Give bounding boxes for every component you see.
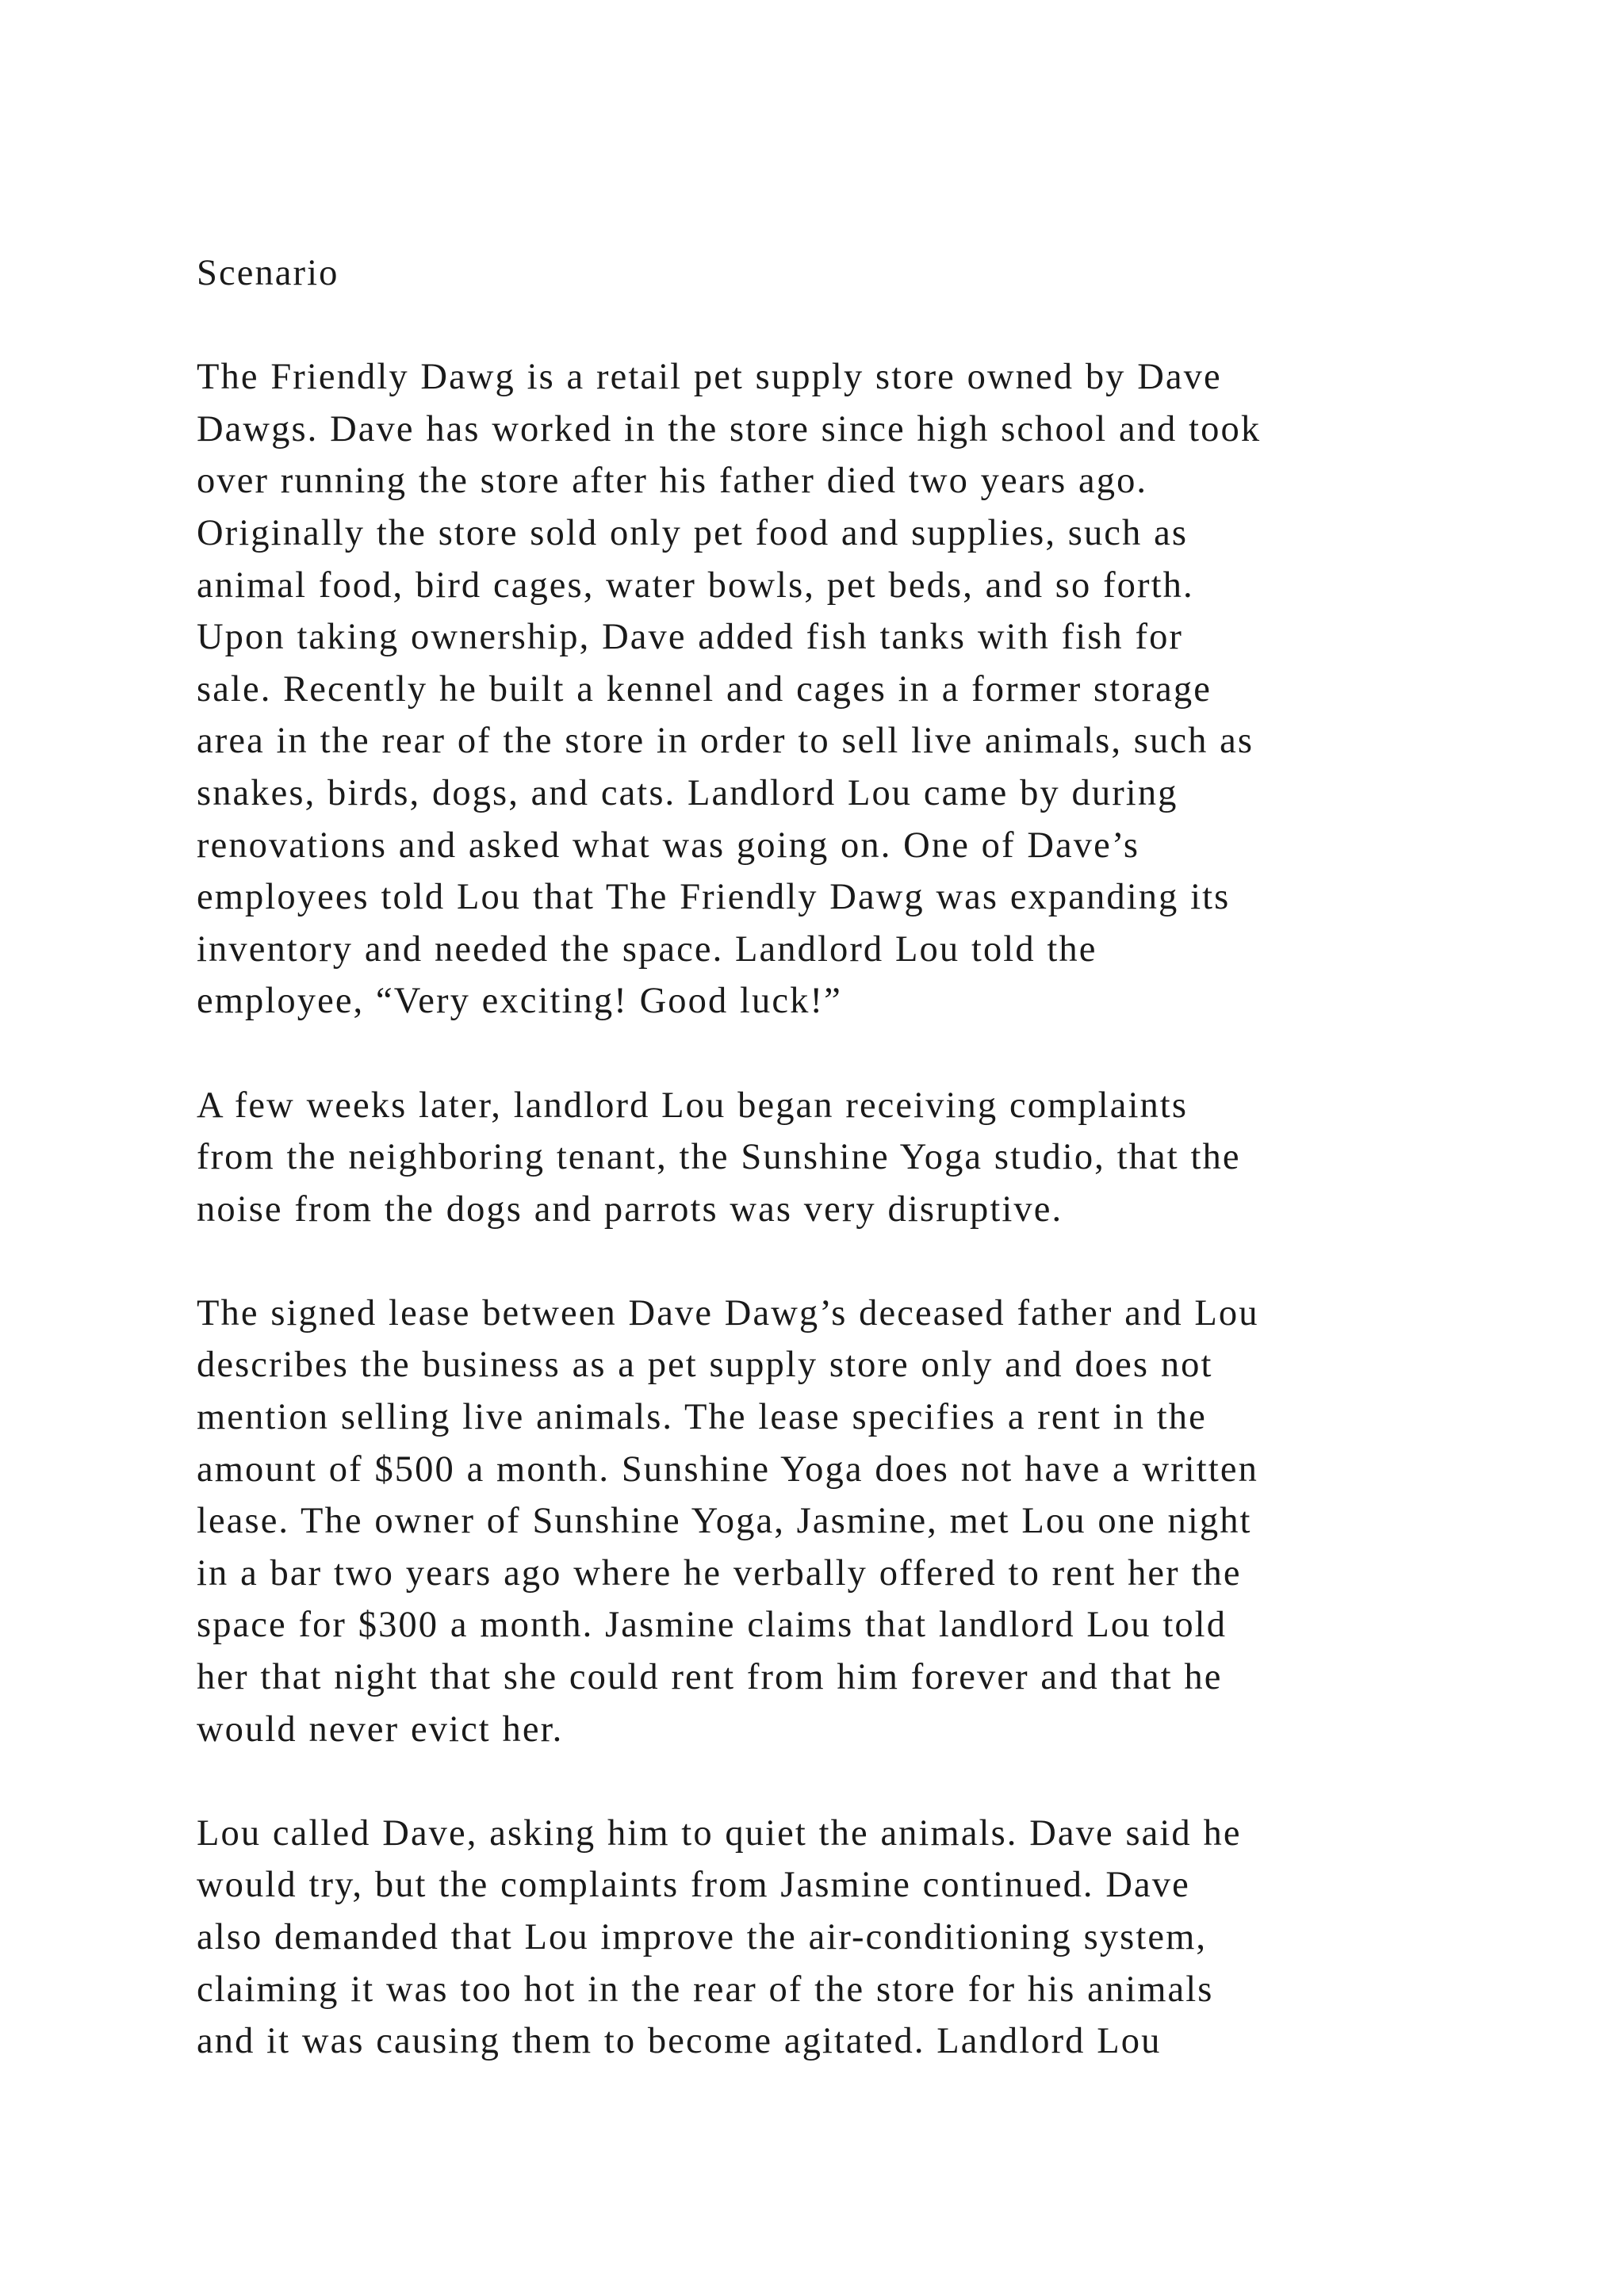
text-line: animal food, bird cages, water bowls, pet beds, and so forth. bbox=[197, 564, 1194, 606]
text-line: The Friendly Dawg is a retail pet supply store owned by Dave bbox=[197, 357, 1222, 398]
text-line: Originally the store sold only pet food and supplies, such as bbox=[197, 512, 1189, 553]
text-line: amount of $500 a month. Sunshine Yoga does not have a written bbox=[197, 1448, 1258, 1490]
text-line: would try, but the complaints from Jasmine continued. Dave bbox=[197, 1865, 1190, 1906]
text-line: The signed lease between Dave Dawg’s deceased father and Lou bbox=[197, 1292, 1259, 1334]
text-line: lease. The owner of Sunshine Yoga, Jasmine, met Lou one night bbox=[197, 1501, 1252, 1542]
text-line: claiming it was too hot in the rear of the store for his animals bbox=[197, 1969, 1214, 2010]
paragraph-spacer bbox=[197, 300, 1465, 352]
text-line: space for $300 a month. Jasmine claims that landlord Lou told bbox=[197, 1605, 1228, 1646]
text-line: noise from the dogs and parrots was very disruptive. bbox=[197, 1188, 1063, 1230]
text-line: employees told Lou that The Friendly Dawg was expanding its bbox=[197, 877, 1231, 918]
paragraph-3 bbox=[197, 1288, 1465, 1755]
text-line: employee, “Very exciting! Good luck!” bbox=[197, 981, 842, 1022]
text-line: renovations and asked what was going on. One of Dave’s bbox=[197, 825, 1140, 866]
text-line: and it was causing them to become agitated. Landlord Lou bbox=[197, 2021, 1162, 2062]
document-body bbox=[197, 247, 1465, 2068]
text-line: area in the rear of the store in order to sell live animals, such as bbox=[197, 721, 1254, 762]
text-line: A few weeks later, landlord Lou began receiving complaints bbox=[197, 1085, 1189, 1126]
text-line: from the neighboring tenant, the Sunshine Yoga studio, that the bbox=[197, 1137, 1241, 1178]
text-line: in a bar two years ago where he verbally offered to rent her the bbox=[197, 1552, 1242, 1594]
text-line: also demanded that Lou improve the air-conditioning system, bbox=[197, 1917, 1208, 1957]
text-line: mention selling live animals. The lease specifies a rent in the bbox=[197, 1397, 1207, 1438]
paragraph-spacer bbox=[197, 1235, 1465, 1288]
text-line: sale. Recently he built a kennel and cages in a former storage bbox=[197, 668, 1212, 710]
text-line: Lou called Dave, asking him to quiet the animals. Dave said he bbox=[197, 1812, 1242, 1854]
paragraph-1 bbox=[197, 351, 1465, 1027]
text-line: her that night that she could rent from him forever and that he bbox=[197, 1657, 1223, 1698]
paragraph-spacer bbox=[197, 1027, 1465, 1080]
text-line: inventory and needed the space. Landlord Lou told the bbox=[197, 928, 1097, 970]
text-line: snakes, birds, dogs, and cats. Landlord Lou came by during bbox=[197, 772, 1178, 813]
text-line: Upon taking ownership, Dave added fish tanks with fish for bbox=[197, 617, 1184, 658]
document-heading: Scenario bbox=[197, 253, 339, 293]
paragraph-4 bbox=[197, 1808, 1465, 2068]
paragraph-spacer bbox=[197, 1755, 1465, 1808]
text-line: describes the business as a pet supply store only and does not bbox=[197, 1345, 1213, 1386]
text-line: over running the store after his father died two years ago. bbox=[197, 461, 1148, 502]
paragraph-2 bbox=[197, 1080, 1465, 1236]
text-line: Dawgs. Dave has worked in the store since high school and took bbox=[197, 408, 1262, 450]
text-line: would never evict her. bbox=[197, 1709, 564, 1750]
